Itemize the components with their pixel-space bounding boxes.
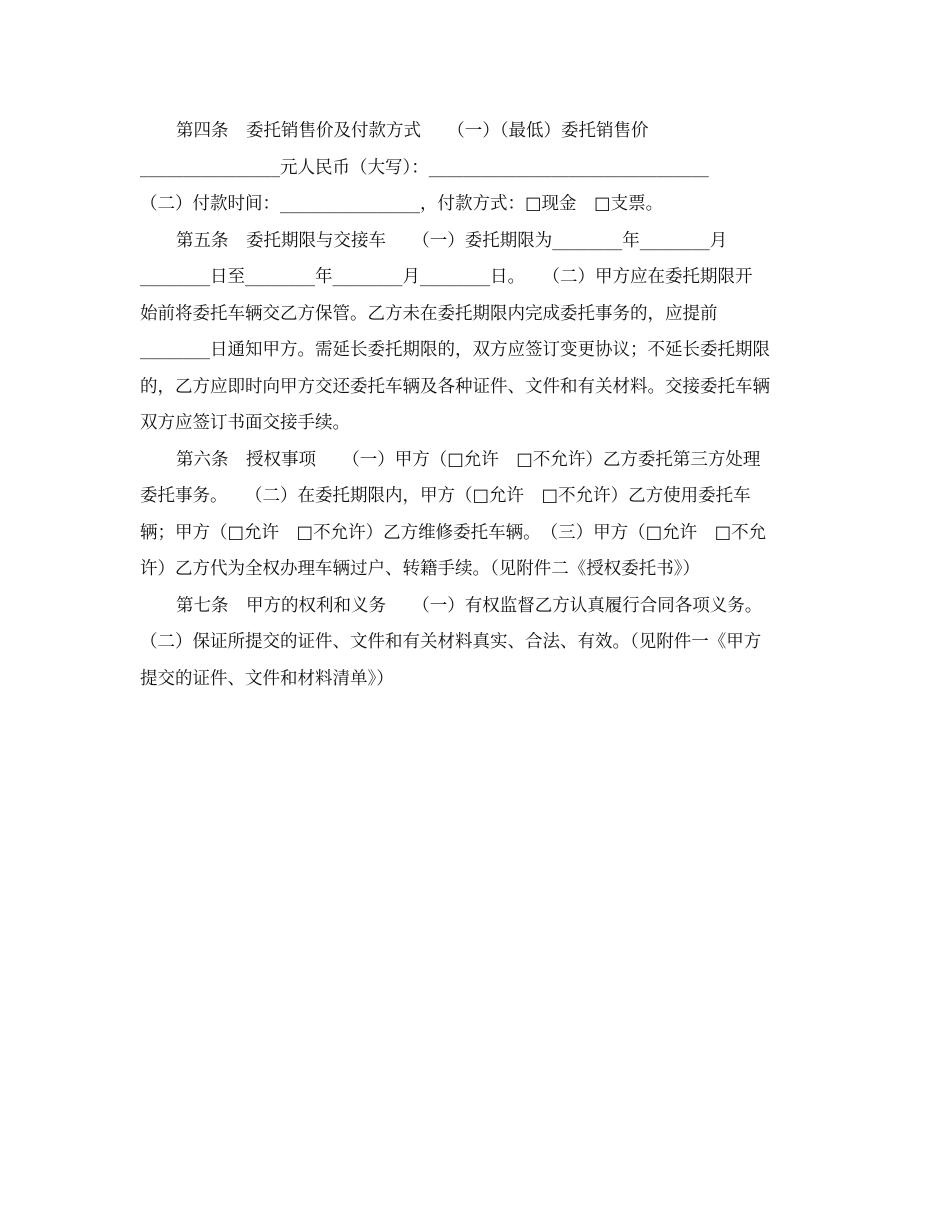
article-5-line-4: ________日通知甲方。需延长委托期限的，双方应签订变更协议；不延长委托期限 [140, 340, 770, 360]
article-5-line-5: 的，乙方应即时向甲方交还委托车辆及各种证件、文件和有关材料。交接委托车辆 [140, 376, 770, 397]
article-7-line-2: （二）保证所提交的证件、文件和有关材料真实、合法、有效。（见附件一《甲方 [140, 632, 762, 652]
contract-body [140, 113, 820, 697]
article-5-heading-line: 第五条 委托期限与交接车 （一）委托期限为________年________月 [176, 230, 728, 251]
article-5-line-2: ________日至________年________月________日。 （二）甲方应在委托期限开 [140, 267, 753, 287]
article-4-heading-line: 第四条 委托销售价及付款方式 （一）（最低）委托销售价 [176, 121, 649, 141]
article-6-line-3: 辆；甲方（□允许 □不允许）乙方维修委托车辆。 （三）甲方（□允许 □不允 [140, 522, 767, 543]
article-7-heading-line: 第七条 甲方的权利和义务 （一）有权监督乙方认真履行合同各项义务。 [176, 595, 763, 616]
article-6-line-2: 委托事务。 （二）在委托期限内，甲方（□允许 □不允许）乙方使用委托车 [140, 486, 751, 506]
article-4-payment-line: （二）付款时间：________________，付款方式：□现金 □支票。 [140, 194, 664, 214]
article-5-line-3: 始前将委托车辆交乙方保管。乙方未在委托期限内完成委托事务的，应提前 [140, 303, 718, 324]
article-6-heading-line: 第六条 授权事项 （一）甲方（□允许 □不允许）乙方委托第三方处理 [176, 449, 761, 470]
article-4-price-line: ________________元人民币（大写）：________________________________ [140, 157, 709, 178]
article-7-line-3: 提交的证件、文件和材料清单》） [140, 668, 394, 689]
article-6-line-4: 许）乙方代为全权办理车辆过户、转籍手续。（见附件二《授权委托书》） [140, 559, 700, 579]
article-5-line-6: 双方应签订书面交接手续。 [140, 413, 350, 433]
